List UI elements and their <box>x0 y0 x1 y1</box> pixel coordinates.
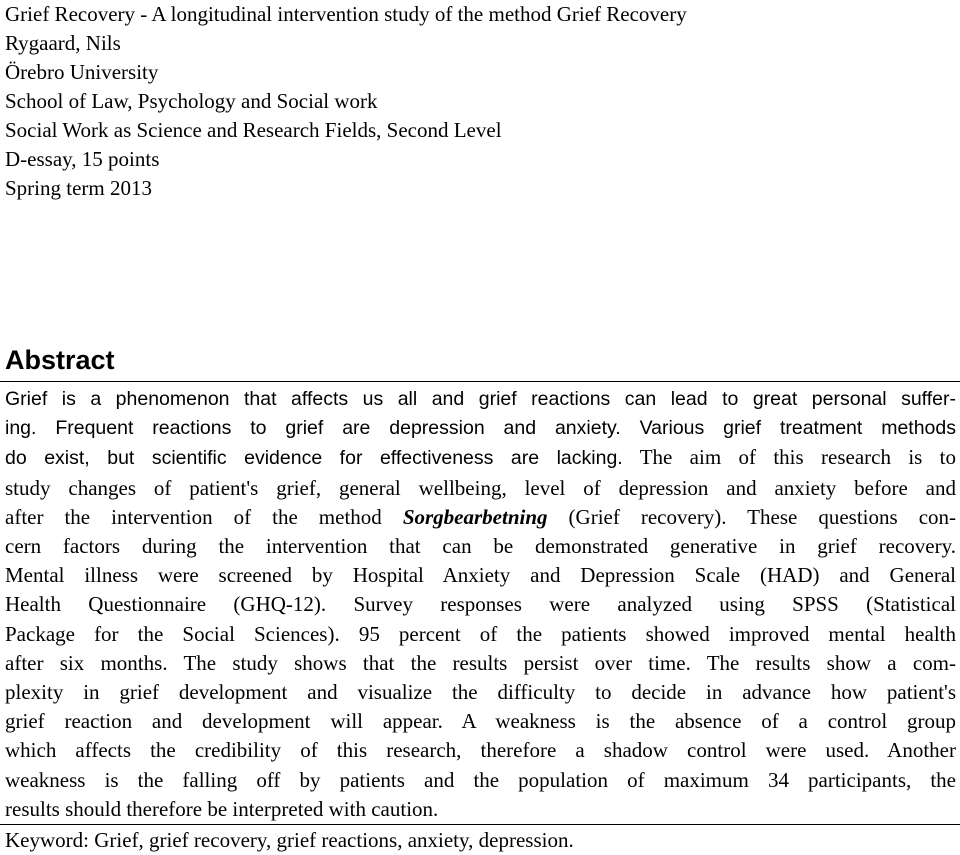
abstract-line-8: Health Questionnaire (GHQ-12). Survey responses were analyzed using SPSS (Statistical <box>5 592 956 617</box>
school-name: School of Law, Psychology and Social work <box>5 89 378 113</box>
university-name: Örebro University <box>5 60 159 84</box>
abstract-line-3-part-b: The aim of this research is to <box>622 445 956 470</box>
abstract-line-15: results should therefore be interpreted with caution. <box>5 796 439 821</box>
abstract-line-1: Grief is a phenomenon that affects us all and grief reactions can lead to great personal suffer- <box>5 388 956 410</box>
abstract-line-7: Mental illness were screened by Hospital Anxiety and Depression Scale (HAD) and General <box>5 563 956 588</box>
abstract-line-4: study changes of patient's grief, general wellbeing, level of depression and anxiety before and <box>5 475 956 500</box>
keywords-top-rule <box>0 824 960 825</box>
term-label: Spring term 2013 <box>5 176 152 200</box>
abstract-line-3-part-a: do exist, but scientific evidence for effectiveness are lacking. <box>5 447 623 470</box>
abstract-body <box>5 385 956 824</box>
abstract-line-14: weakness is the falling off by patients and the population of maximum 34 participants, the <box>5 767 956 792</box>
keywords-line: Keyword: Grief, grief recovery, grief reactions, anxiety, depression. <box>5 828 574 852</box>
abstract-line-5-part-b: (Grief recovery). These questions con- <box>547 504 957 529</box>
abstract-line-3 <box>5 443 956 473</box>
abstract-line-12: grief reaction and development will appear. A weakness is the absence of a control group <box>5 709 956 734</box>
abstract-line-11: plexity in grief development and visualize the difficulty to decide in advance how patient's <box>5 680 956 705</box>
author-name: Rygaard, Nils <box>5 31 121 55</box>
abstract-top-rule <box>0 381 960 382</box>
abstract-line-5-part-a: after the intervention of the method <box>5 504 403 529</box>
abstract-line-13: which affects the credibility of this research, therefore a shadow control were used. Another <box>5 738 956 763</box>
abstract-line-9: Package for the Social Sciences). 95 percent of the patients showed improved mental health <box>5 621 956 646</box>
abstract-line-6: cern factors during the intervention that can be demonstrated generative in grief recovery. <box>5 534 956 559</box>
document-header <box>5 0 955 203</box>
program-name: Social Work as Science and Research Fields, Second Level <box>5 118 502 142</box>
abstract-line-2: ing. Frequent reactions to grief are depression and anxiety. Various grief treatment methods <box>5 417 956 440</box>
abstract-line-5 <box>5 503 956 532</box>
document-title: Grief Recovery - A longitudinal intervention study of the method Grief Recovery <box>5 2 687 26</box>
essay-type: D-essay, 15 points <box>5 147 160 171</box>
abstract-heading: Abstract <box>5 345 115 375</box>
abstract-line-10: after six months. The study shows that the results persist over time. The results show a com- <box>5 650 956 675</box>
method-name: Sorgbearbetning <box>402 504 548 529</box>
